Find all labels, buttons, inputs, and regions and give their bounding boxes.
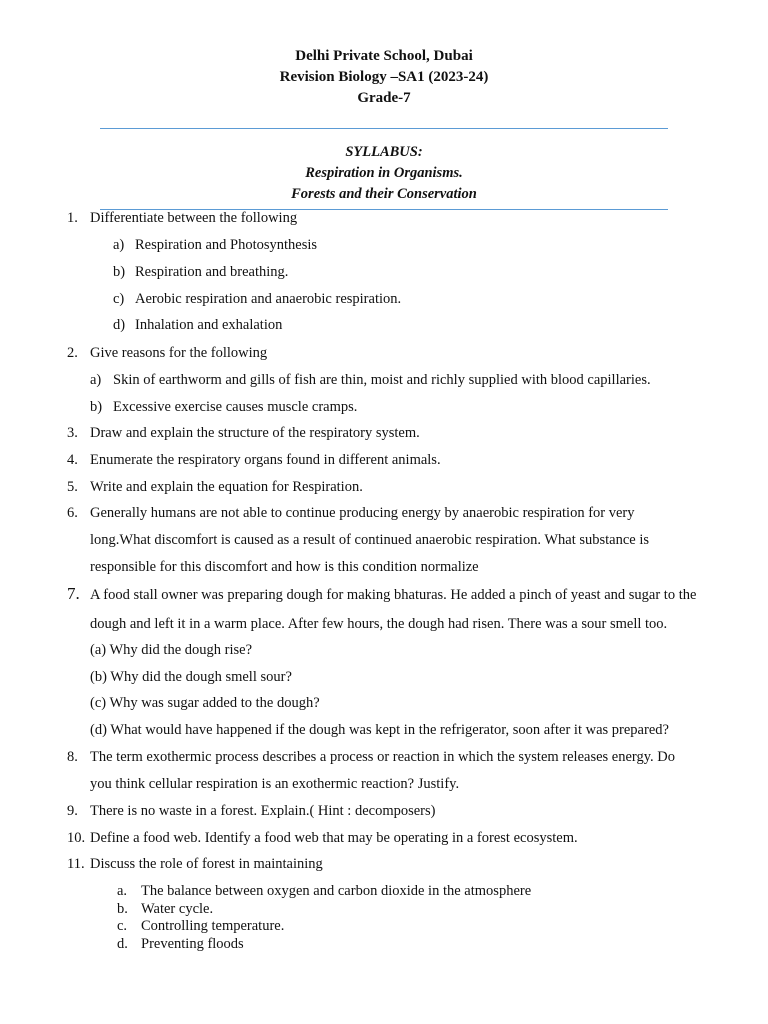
sub-item-text: Excessive exercise causes muscle cramps. [113,399,358,415]
sub-item-text: Preventing floods [141,936,244,952]
sub-item-text: Inhalation and exhalation [135,317,283,333]
sub-item-marker: b) [90,399,103,415]
sub-item-marker: b) [113,264,126,280]
sub-item-marker: c) [113,291,125,307]
question-text: The term exothermic process describes a process or reaction in which the system releases energy. Do [90,749,676,765]
sub-item-marker: c. [117,918,128,934]
sub-item-text: Aerobic respiration and anaerobic respiration. [135,291,402,307]
question-text: (c) Why was sugar added to the dough? [90,695,320,711]
syllabus-topic: Forests and their Conservation [291,186,477,202]
question-text: you think cellular respiration is an exothermic reaction? Justify. [90,776,460,792]
question-text: There is no waste in a forest. Explain.( Hint : decomposers) [90,803,436,819]
sub-item-text: Water cycle. [141,901,214,917]
sub-item-marker: d. [117,936,128,952]
question-number: 4. [67,452,78,468]
question-number: 2. [67,345,78,361]
sub-item-marker: a) [113,237,125,253]
question-text: Give reasons for the following [90,345,268,361]
question-text: Write and explain the equation for Respiration. [90,479,363,495]
question-text: Draw and explain the structure of the respiratory system. [90,425,420,441]
question-number: 10. [67,830,86,846]
question-number: 7. [67,584,80,603]
sub-item-text: Skin of earthworm and gills of fish are thin, moist and richly supplied with blood capillaries. [113,372,651,388]
top-divider [100,128,668,129]
sub-item-marker: a) [90,372,102,388]
sub-item-text: Respiration and breathing. [135,264,289,280]
question-text: Discuss the role of forest in maintaining [90,856,323,872]
question-text: (a) Why did the dough rise? [90,642,253,658]
sub-item-text: The balance between oxygen and carbon dioxide in the atmosphere [141,883,532,899]
question-text: Differentiate between the following [90,210,298,226]
grade-label: Grade-7 [357,90,411,106]
question-text: (d) What would have happened if the dough was kept in the refrigerator, soon after it was prepared? [90,722,669,738]
question-number: 11. [67,856,85,872]
question-number: 1. [67,210,78,226]
question-number: 3. [67,425,78,441]
question-number: 8. [67,749,78,765]
question-text: long.What discomfort is caused as a result of continued anaerobic respiration. What substance is [90,532,650,548]
question-text: Generally humans are not able to continue producing energy by anaerobic respiration for very [90,505,635,521]
syllabus-block [0,142,768,205]
sub-item-marker: a. [117,883,128,899]
question-text: dough and left it in a warm place. After few hours, the dough had risen. There was a sour smell too. [90,616,668,632]
syllabus-heading: SYLLABUS: [345,144,423,160]
sub-item-marker: b. [117,901,128,917]
document-title: Revision Biology –SA1 (2023-24) [279,69,489,85]
question-text: Define a food web. Identify a food web that may be operating in a forest ecosystem. [90,830,578,846]
question-text: A food stall owner was preparing dough for making bhaturas. He added a pinch of yeast and sugar to the [90,587,697,603]
question-text: responsible for this discomfort and how is this condition normalize [90,559,479,575]
document-header [0,46,768,109]
sub-item-marker: d) [113,317,126,333]
school-name: Delhi Private School, Dubai [295,48,473,64]
sub-item-text: Controlling temperature. [141,918,285,934]
question-number: 5. [67,479,78,495]
syllabus-topic: Respiration in Organisms. [305,165,463,181]
question-text: (b) Why did the dough smell sour? [90,669,292,685]
question-number: 9. [67,803,78,819]
sub-item-text: Respiration and Photosynthesis [135,237,318,253]
question-number: 6. [67,505,78,521]
question-text: Enumerate the respiratory organs found in different animals. [90,452,441,468]
